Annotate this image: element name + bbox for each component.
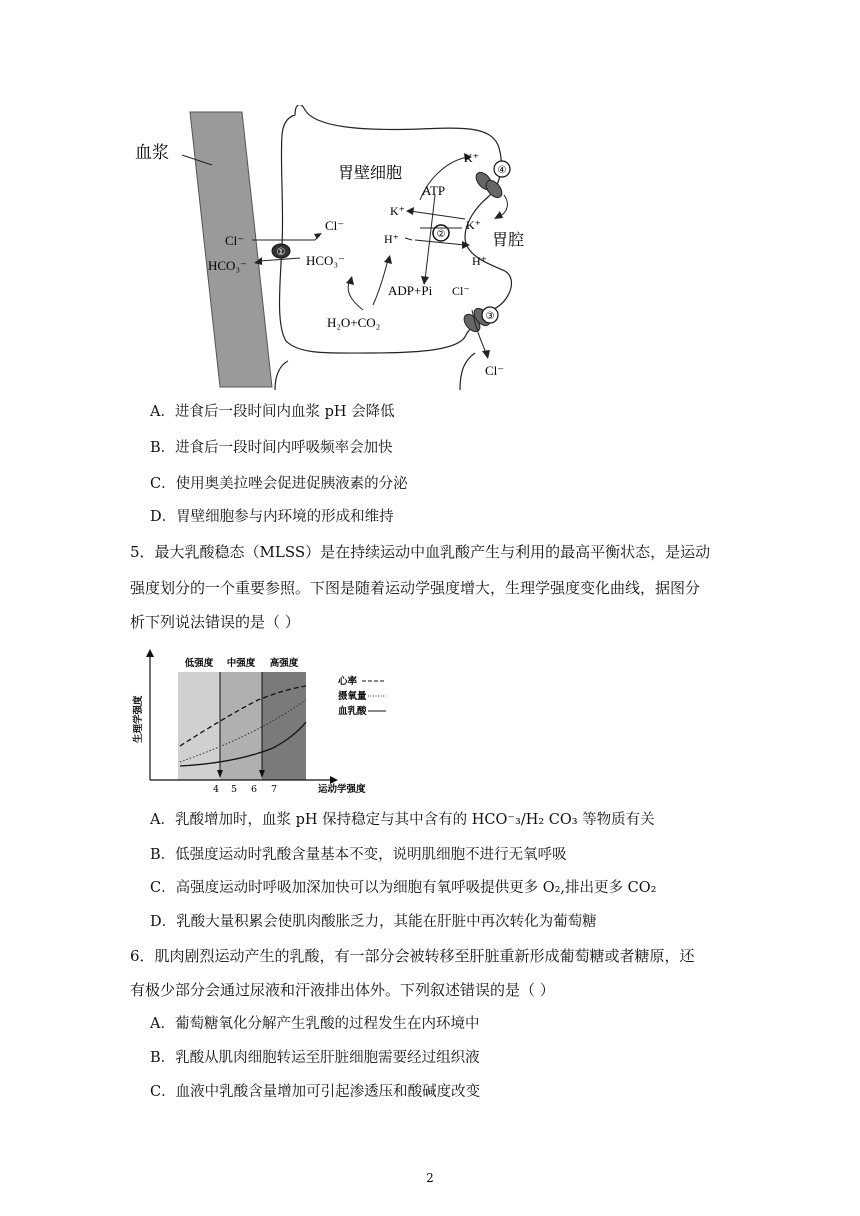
- q5-option-a: A．乳酸增加时，血浆 pH 保持稳定与其中含有的 HCO⁻₃/H₂ CO₃ 等物质有关: [150, 812, 655, 828]
- k-top-label: K⁺: [464, 151, 479, 165]
- zone-high-label: 高强度: [269, 658, 299, 669]
- zone-mid-label: 中强度: [226, 658, 256, 669]
- cl-out-label: Cl⁻: [325, 218, 345, 233]
- q6-stem-line1: 6．肌肉剧烈运动产生的乳酸，有一部分会被转移至肝脏重新形成葡萄糖或者糖原，还: [130, 947, 695, 965]
- x-tick-6: 6: [250, 784, 258, 795]
- y-axis-label: 生理学强度: [133, 695, 144, 743]
- marker-1: ①: [276, 247, 286, 258]
- cell-label: 胃壁细胞: [338, 165, 403, 182]
- q5-option-d: D．乳酸大量积累会使肌肉酸胀乏力，其能在肝脏中再次转化为葡萄糖: [150, 914, 597, 930]
- h-in-label: H⁺: [384, 232, 399, 246]
- q5-stem-line1: 5．最大乳酸稳态（MLSS）是在持续运动中血乳酸产生与利用的最高平衡状态，是运动: [130, 543, 711, 561]
- q4-option-a: A．进食后一段时间内血浆 pH 会降低: [150, 404, 395, 420]
- cl-in-label: Cl⁻: [225, 233, 245, 248]
- x-axis-label: 运动学强度: [318, 784, 366, 795]
- q6-option-b: B．乳酸从肌肉细胞转运至肝脏细胞需要经过组织液: [150, 1050, 480, 1066]
- marker-2: ②: [436, 229, 446, 240]
- q5-stem-line2: 强度划分的一个重要参照。下图是随着运动学强度增大，生理学强度变化曲线，据图分: [130, 579, 701, 597]
- legend-lactate: 血乳酸: [338, 706, 367, 717]
- q6-option-c: C．血液中乳酸含量增加可引起渗透压和酸碱度改变: [150, 1084, 481, 1100]
- legend-oxygen: 摄氧量: [338, 691, 367, 702]
- intensity-chart: [128, 648, 388, 796]
- x-tick-7: 7: [270, 784, 278, 795]
- q4-option-c: C．使用奥美拉唑会促进促胰液素的分泌: [150, 476, 408, 492]
- h-out-label: H⁺: [472, 254, 487, 268]
- q5-option-c: C．高强度运动时呼吸加深加快可以为细胞有氧呼吸提供更多 O₂,排出更多 CO₂: [150, 880, 657, 896]
- zone-low-label: 低强度: [184, 658, 214, 669]
- plasma-vessel: [190, 112, 272, 387]
- lumen-label: 胃腔: [492, 232, 525, 249]
- x-tick-5: 5: [230, 784, 238, 795]
- cl-bottom-label: Cl⁻: [485, 363, 505, 378]
- zone-low: [178, 672, 220, 780]
- cl-mid-label: Cl⁻: [452, 284, 470, 298]
- plasma-label: 血浆: [135, 143, 169, 162]
- q4-option-b: B．进食后一段时间内呼吸频率会加快: [150, 440, 393, 456]
- q5-stem-line3: 析下列说法错误的是（ ）: [130, 613, 300, 631]
- q4-option-d: D．胃壁细胞参与内环境的形成和维持: [150, 509, 394, 525]
- zone-mid: [220, 672, 262, 780]
- zone-high: [262, 672, 306, 780]
- legend-heart-rate: 心率: [338, 676, 358, 687]
- adp-label: ADP+Pi: [388, 283, 433, 298]
- page-number: 2: [426, 1171, 434, 1185]
- marker-4: ④: [497, 165, 507, 176]
- q5-option-b: B．低强度运动时乳酸含量基本不变，说明肌细胞不进行无氧呼吸: [150, 847, 567, 863]
- q6-stem-line2: 有极少部分会通过尿液和汗液排出体外。下列叙述错误的是（ ）: [130, 981, 555, 999]
- x-tick-4: 4: [212, 784, 220, 795]
- parietal-cell-diagram: [120, 105, 540, 390]
- k-left-label: K⁺: [390, 204, 405, 218]
- hco3-cell-label: HCO₃⁻: [306, 253, 345, 268]
- q6-option-a: A．葡萄糖氧化分解产生乳酸的过程发生在内环境中: [150, 1016, 480, 1032]
- hco3-plasma-label: HCO₃⁻: [208, 258, 247, 273]
- marker-3: ③: [485, 311, 495, 322]
- water-co2-label: H₂O+CO₂: [327, 315, 381, 330]
- atp-label: ATP: [422, 183, 446, 198]
- k-right-label: K⁺: [466, 218, 481, 232]
